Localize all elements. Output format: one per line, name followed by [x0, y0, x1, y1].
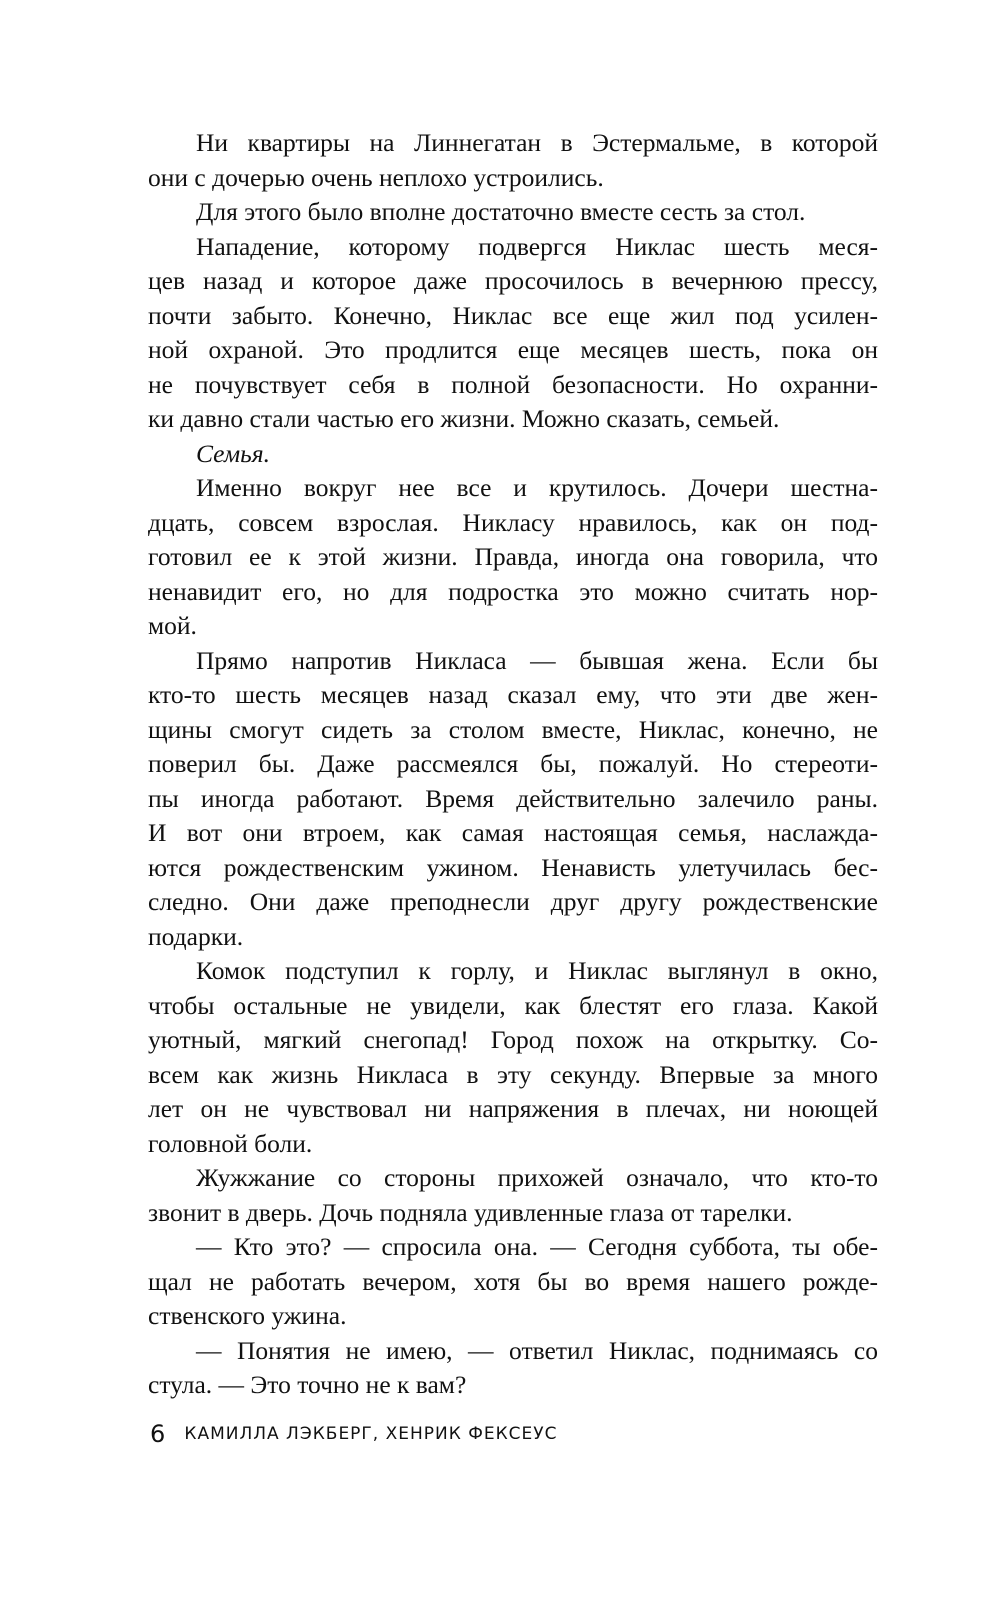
text-line: готовил ее к этой жизни. Правда, иногда она говорила, что — [148, 542, 878, 571]
text-line: они с дочерью очень неплохо устроились. — [148, 162, 604, 192]
text-line: ки давно стали частью его жизни. Можно сказать, семьей. — [148, 404, 780, 433]
text-line: И вот они втроем, как самая настоящая семья, наслажда- — [148, 818, 878, 847]
text-line: уютный, мягкий снегопад! Город похож на открытку. Со- — [148, 1025, 878, 1054]
text-line: Ни квартиры на Линнегатан в Эстермальме, в которой — [196, 128, 878, 157]
text-line: дцать, совсем взрослая. Никласу нравилось, как он под- — [148, 507, 878, 537]
running-head-authors: КАМИЛЛА ЛЭКБЕРГ, ХЕНРИК ФЕКСЕУС — [184, 1424, 558, 1444]
body-text — [148, 126, 878, 1403]
text-line: звонит в дверь. Дочь подняла удивленные глаза от тарелки. — [148, 1197, 793, 1227]
text-line: мой. — [148, 611, 197, 640]
text-line: Для этого было вполне достаточно вместе сесть за стол. — [196, 197, 806, 226]
text-line: стула. — Это точно не к вам? — [148, 1370, 467, 1399]
text-line: ственского ужина. — [148, 1301, 347, 1330]
text-line: кто-то шесть месяцев назад сказал ему, что эти две жен- — [148, 680, 878, 709]
text-line: головной боли. — [148, 1128, 313, 1158]
text-line: пы иногда работают. Время действительно залечило раны. — [148, 783, 878, 813]
italic-text-line: Семья. — [196, 438, 270, 468]
text-line: чтобы остальные не увидели, как блестят его глаза. Какой — [148, 990, 878, 1020]
text-line: Жужжание со стороны прихожей означало, что кто-то — [196, 1163, 878, 1192]
text-line: Комок подступил к горлу, и Никлас выглянул в окно, — [196, 956, 878, 985]
text-line: Нападение, которому подвергся Никлас шесть меся- — [196, 231, 878, 261]
text-line: поверил бы. Даже рассмеялся бы, пожалуй. Но стереоти- — [148, 749, 878, 778]
text-line: ной охраной. Это продлится еще месяцев шесть, пока он — [148, 335, 878, 364]
text-line: цев назад и которое даже просочилось в вечернюю прессу, — [148, 266, 878, 295]
text-line: следно. Они даже преподнесли друг другу рождественские — [148, 887, 878, 916]
page-footer — [150, 1420, 558, 1448]
text-line: щал не работать вечером, хотя бы во время нашего рожде- — [148, 1266, 878, 1296]
text-line: ются рождественским ужином. Ненависть улетучилась бес- — [148, 852, 878, 882]
text-line: подарки. — [148, 921, 244, 951]
text-line: — Понятия не имею, — ответил Никлас, поднимаясь со — [196, 1335, 878, 1365]
text-line: Именно вокруг нее все и крутилось. Дочери шестна- — [196, 473, 878, 502]
text-line: — Кто это? — спросила она. — Сегодня суббота, ты обе- — [196, 1232, 878, 1261]
text-line: лет он не чувствовал ни напряжения в плечах, ни ноющей — [148, 1094, 878, 1123]
text-line: ненавидит его, но для подростка это можно считать нор- — [148, 576, 878, 606]
text-line: почти забыто. Конечно, Никлас все еще жил под усилен- — [148, 300, 878, 330]
text-line: не почувствует себя в полной безопасности. Но охранни- — [148, 369, 878, 399]
text-line: щины смогут сидеть за столом вместе, Никлас, конечно, не — [148, 714, 878, 744]
text-line: всем как жизнь Никласа в эту секунду. Впервые за много — [148, 1059, 878, 1089]
text-line: Прямо напротив Никласа — бывшая жена. Если бы — [196, 645, 878, 675]
page-number: 6 — [150, 1420, 166, 1448]
